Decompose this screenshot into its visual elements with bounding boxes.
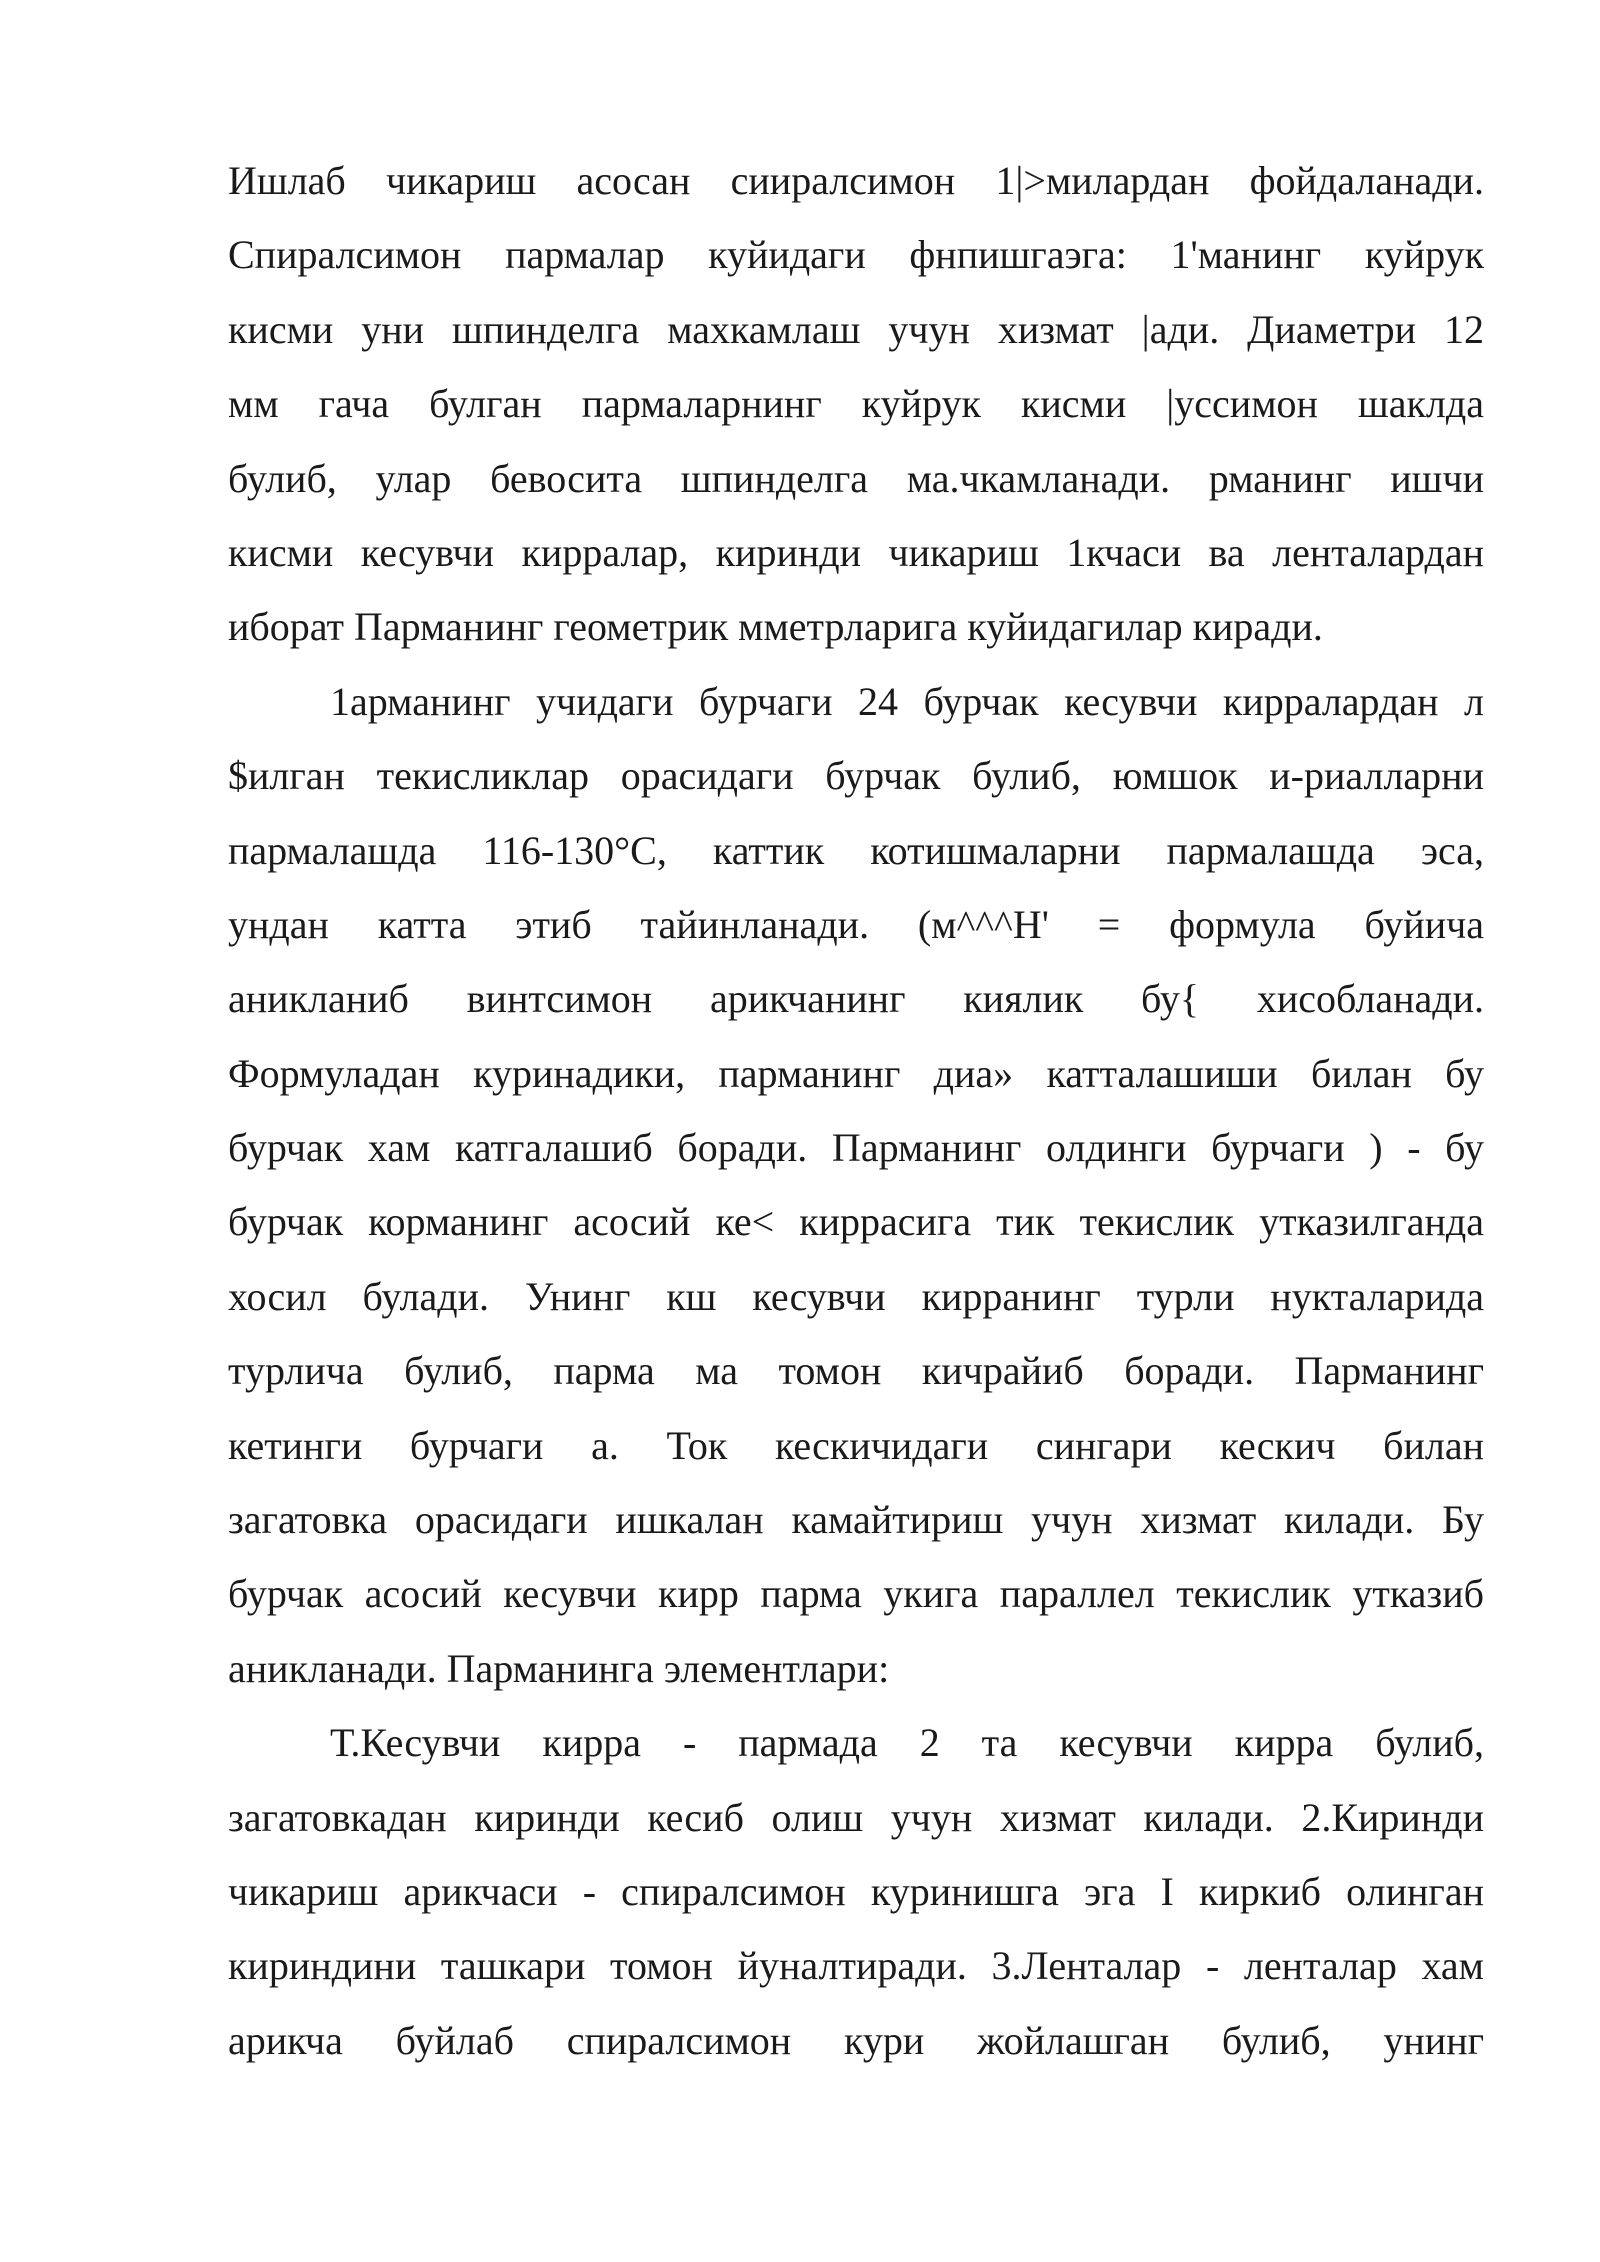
text-line: кириндини ташкари томон йуналтиради. 3.Ленталар - ленталар хам [228,1943,1484,1989]
text-line: кисми кесувчи кирралар, киринди чикариш 1кчаси ва ленталардан [228,529,1484,575]
text-line: кетинги бурчаги а. Ток кескичидаги сингари кескич билан [228,1422,1484,1468]
text-line: булиб, улар бевосита шпинделга ма.чкамланади. рманинг ишчи [228,455,1484,501]
text-line: мм гача булган пармаларнинг куйрук кисми |уссимон шаклда [228,381,1484,427]
paragraph-2 [228,665,1484,1706]
paragraph-3 [228,1706,1484,2078]
text-line: загатовка орасидаги ишкалан камайтириш учун хизмат килади. Бу [228,1497,1484,1543]
text-line: иборат Парманинг геометрик мметрларига куйидагилар киради. [228,604,1323,650]
text-line: бурчак корманинг асосий ке< киррасига тик текислик утказилганда [228,1199,1484,1245]
paragraph-1 [228,144,1484,665]
text-line: кисми уни шпинделга махкамлаш учун хизмат |ади. Диаметри 12 [228,306,1484,352]
text-line: 1арманинг учидаги бурчаги 24 бурчак кесувчи кирралардан л [330,678,1484,724]
text-line: бурчак хам катгалашиб боради. Парманинг олдинги бурчаги ) - бу [228,1125,1484,1171]
text-line: чикариш арикчаси - спиралсимон куринишга эга I киркиб олинган [228,1868,1484,1914]
text-line: бурчак асосий кесувчи кирр парма укига параллел текислик утказиб [228,1571,1484,1617]
text-line: турлича булиб, парма ма томон кичрайиб боради. Парманинг [228,1348,1484,1394]
text-line: $илган текисликлар орасидаги бурчак булиб, юмшок и-риалларни [228,753,1484,799]
text-line: загатовкадан киринди кесиб олиш учун хизмат килади. 2.Киринди [228,1794,1484,1840]
text-line: Т.Кесувчи кирра - пармада 2 та кесувчи кирра булиб, [330,1720,1484,1766]
text-line: Ишлаб чикариш асосан сииралсимон 1|>милардан фойдаланади. [228,158,1484,203]
text-line: арикча буйлаб спиралсимон кури жойлашган булиб, унинг [228,2017,1484,2063]
text-line: аникланиб винтсимон арикчанинг киялик бу{ хисобланади. [228,976,1484,1022]
text-line: пармалашда 116-130°С, каттик котишмаларни пармалашда эса, [228,827,1484,873]
text-line: Формуладан куринадики, парманинг диа» катталашиши билан бу [228,1050,1484,1096]
text-line: хосил булади. Унинг кш кесувчи кирранинг турли нукталарида [228,1273,1484,1319]
document-body [228,144,1484,2078]
text-line: Спиралсимон пармалар куйидаги фнпишгаэга: 1'манинг куйрук [228,232,1484,278]
text-line: ундан катта этиб тайинланади. (м^^^Н' = формула буйича [228,901,1484,947]
text-line: аникланади. Парманинга элементлари: [228,1645,890,1691]
